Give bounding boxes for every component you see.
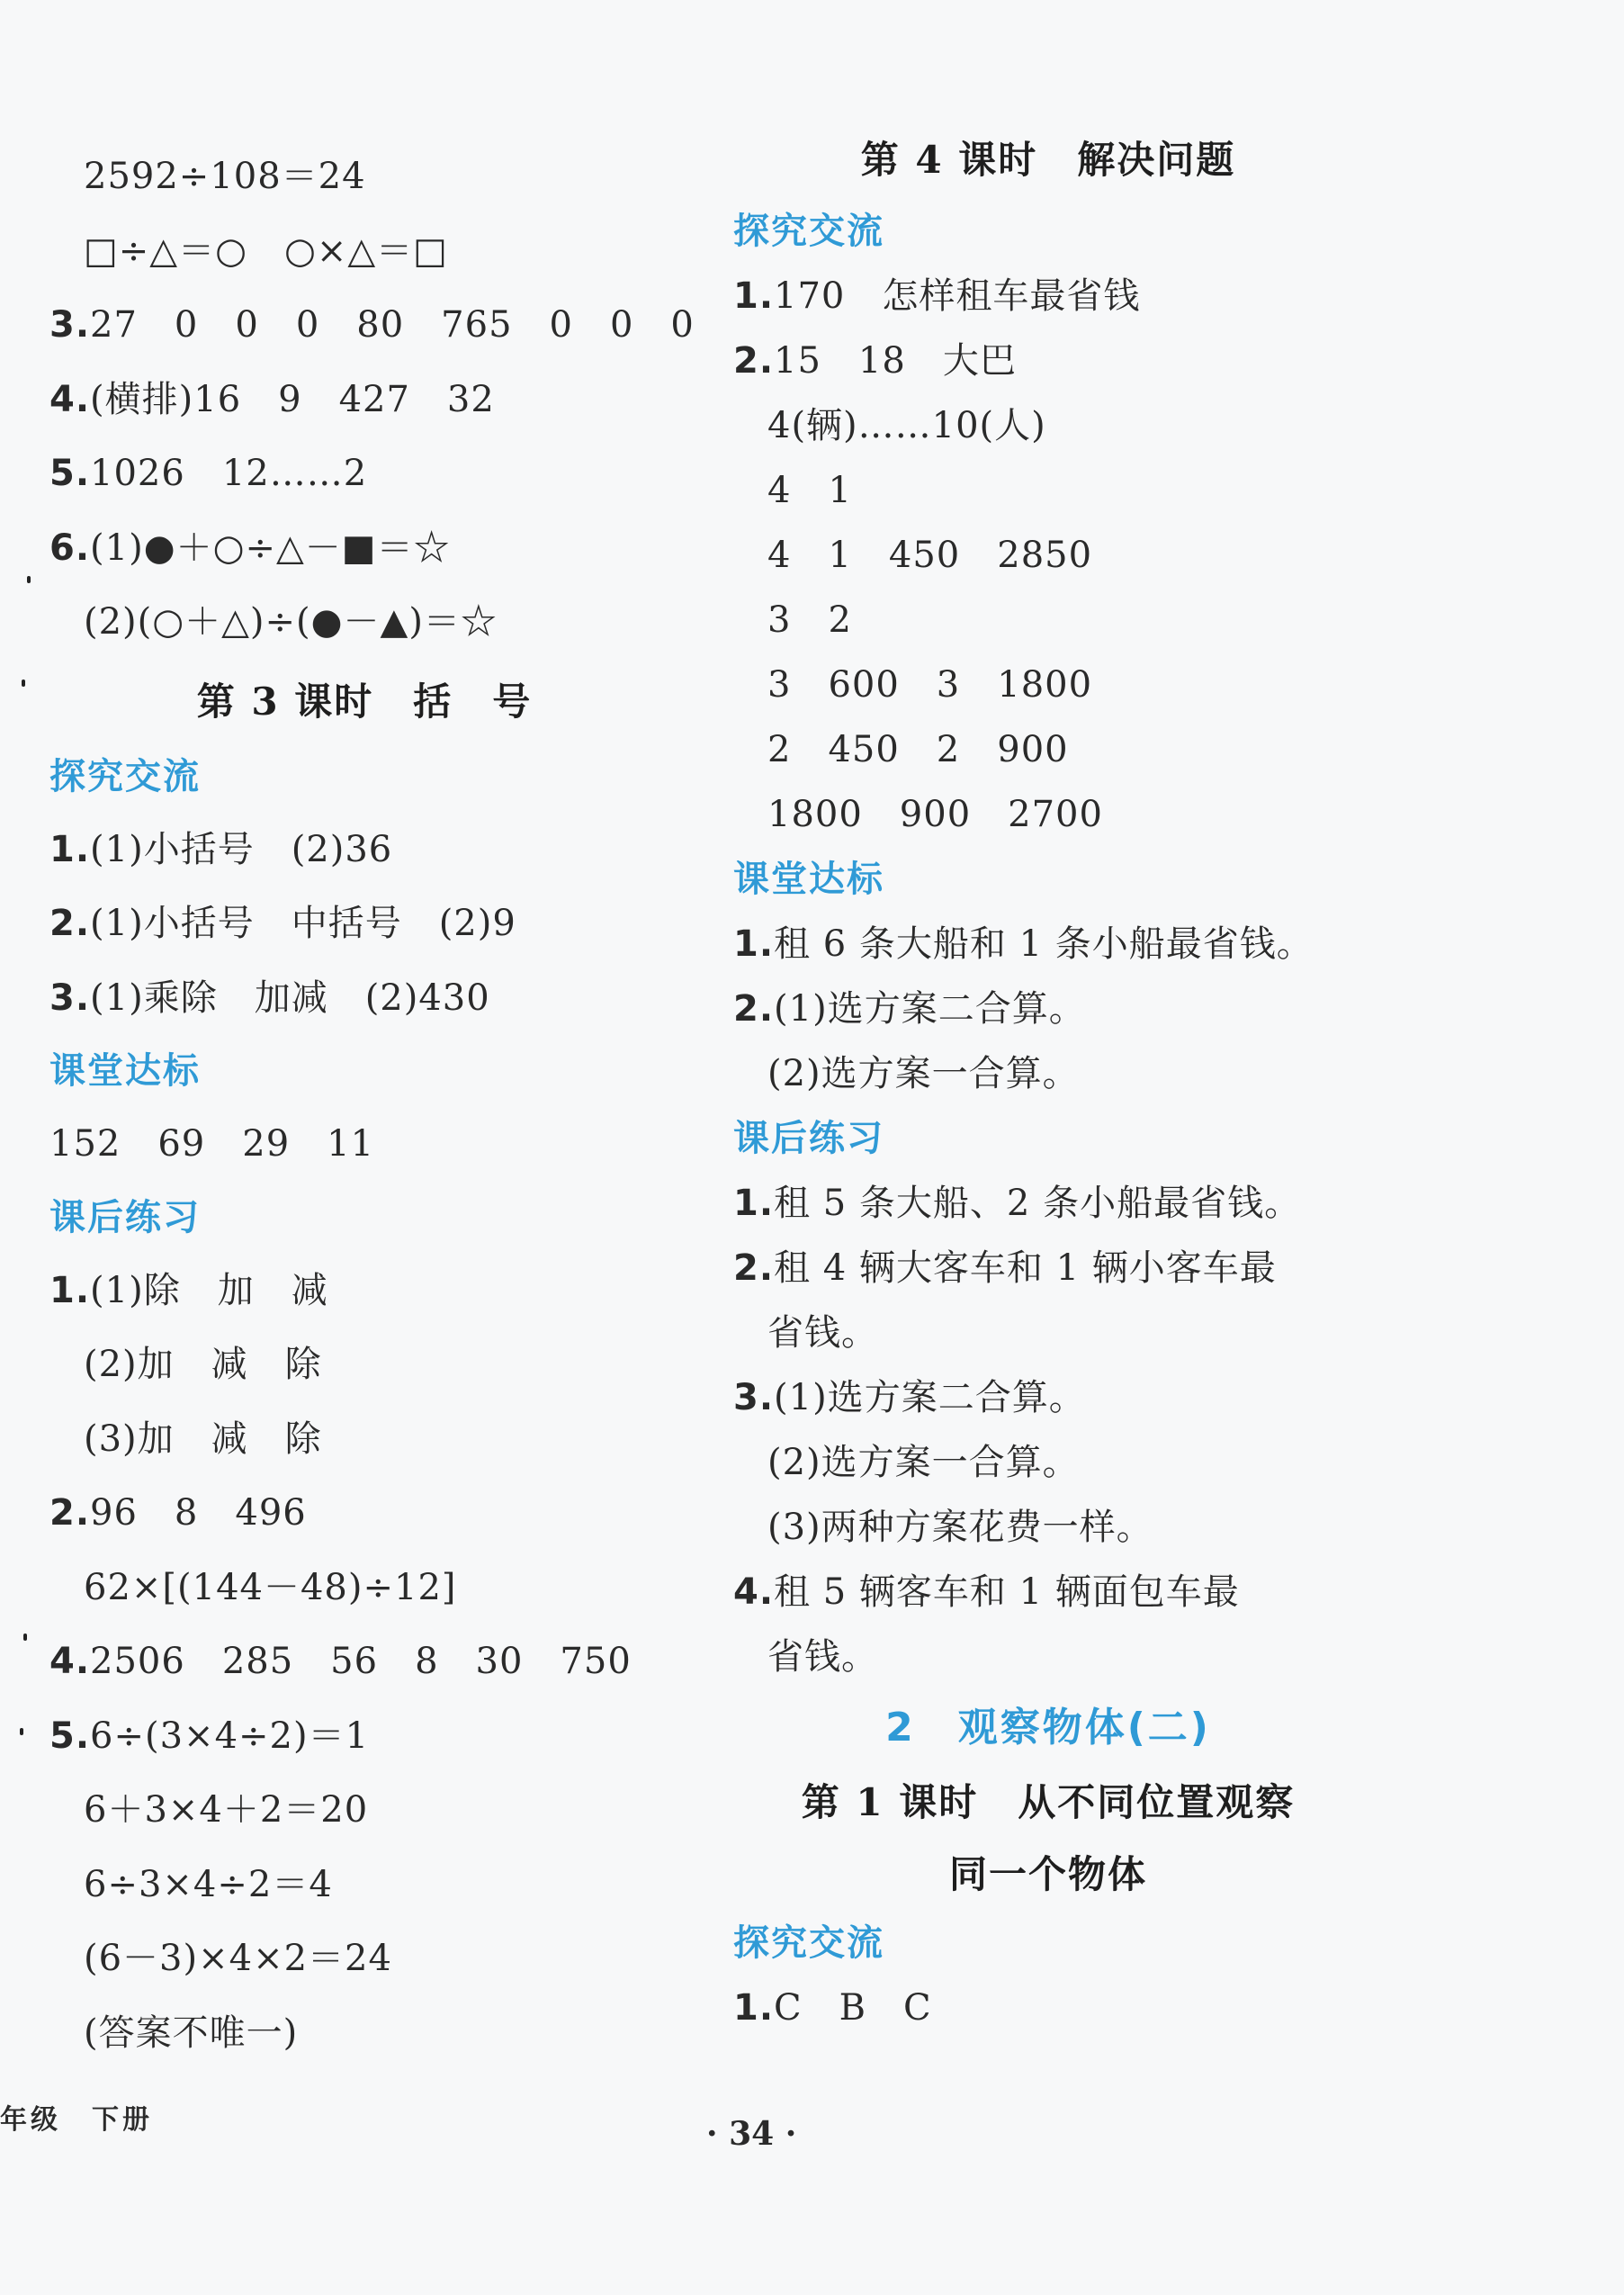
answer-line <box>733 1041 1363 1106</box>
answer-text: 2 450 2 900 <box>767 729 1069 770</box>
question-number: 2. <box>49 903 91 944</box>
answer-text: 6÷3×4÷2＝4 <box>84 1863 333 1905</box>
answer-text: 1800 900 2700 <box>767 794 1103 835</box>
question-number: 2. <box>49 1492 91 1534</box>
answer-line <box>49 585 679 660</box>
answer-line <box>49 886 679 961</box>
lesson-3-title: 第 3 课时 括 号 <box>196 679 533 724</box>
answer-line <box>733 458 1363 523</box>
answer-text: 2506 285 56 8 30 750 <box>90 1641 632 1682</box>
section-heading-kehou: 课后练习 <box>49 1196 201 1238</box>
answer-line <box>49 1699 679 1774</box>
answer-text: C B C <box>774 1987 932 2029</box>
answer-line <box>733 1171 1363 1236</box>
answer-text: 3 2 <box>767 599 852 641</box>
question-number: 1. <box>733 275 775 317</box>
answer-text: 1026 12……2 <box>90 453 368 494</box>
answer-text: (1)选方案二合算。 <box>774 1377 1086 1418</box>
scan-speck <box>27 576 31 583</box>
answer-line <box>49 288 695 363</box>
answer-line <box>49 961 679 1036</box>
answer-text: (6－3)×4×2＝24 <box>84 1938 392 1979</box>
question-number: 4. <box>49 1641 91 1682</box>
lesson-1-title: 第 1 课时 从不同位置观察 <box>801 1780 1296 1824</box>
question-number: 2. <box>733 988 775 1030</box>
answer-line <box>49 140 679 214</box>
answer-line <box>733 912 1363 976</box>
section-heading-tanjiu: 探究交流 <box>49 755 201 797</box>
section-heading-kehou: 课后练习 <box>733 1118 884 1159</box>
answer-line <box>49 1773 679 1848</box>
question-number: 3. <box>49 304 91 346</box>
section-heading-tanjiu: 探究交流 <box>733 211 884 252</box>
answer-line <box>733 1560 1363 1624</box>
question-number: 5. <box>49 1714 91 1757</box>
answer-line <box>49 1848 679 1922</box>
answer-text: 租 5 辆客车和 1 辆面包车最 <box>774 1571 1240 1613</box>
answer-text: (答案不唯一) <box>84 2012 299 2054</box>
answer-line <box>733 328 1363 393</box>
answer-text: 3 600 3 1800 <box>767 664 1093 706</box>
answer-text: (1)选方案二合算。 <box>774 988 1086 1030</box>
answer-text: 省钱。 <box>767 1312 878 1354</box>
answer-line <box>49 1402 679 1477</box>
answer-line <box>49 1922 679 1996</box>
answer-line <box>49 1254 679 1328</box>
question-number: 5. <box>49 453 91 494</box>
question-number: 1. <box>733 1987 775 2029</box>
page-number: · 34 · <box>706 2115 797 2153</box>
answer-text: 租 4 辆大客车和 1 辆小客车最 <box>774 1247 1277 1289</box>
right-column <box>733 138 1363 2040</box>
answer-line <box>733 1624 1363 1689</box>
answer-text: 27 0 0 0 80 765 0 0 0 <box>90 304 695 346</box>
answer-text: 租 6 条大船和 1 条小船最省钱。 <box>774 923 1314 965</box>
scan-speck <box>20 1728 23 1735</box>
answer-line <box>733 264 1363 328</box>
answer-text: 4 1 <box>767 470 852 511</box>
answer-line <box>733 1976 1363 2040</box>
unit-2-title: 2 观察物体(二) <box>885 1705 1211 1750</box>
answer-text: (3)两种方案花费一样。 <box>767 1507 1153 1548</box>
answer-line <box>733 1236 1363 1300</box>
answer-line <box>733 523 1363 588</box>
answer-text: 96 8 496 <box>90 1492 307 1534</box>
answer-line <box>49 1624 679 1699</box>
answer-text: (2)加 减 除 <box>84 1344 322 1385</box>
answer-line <box>49 436 679 511</box>
answer-text: (1)小括号 中括号 (2)9 <box>90 903 516 944</box>
question-number: 6. <box>49 526 91 569</box>
answer-text: 15 18 大巴 <box>774 340 1017 382</box>
question-number: 1. <box>733 923 775 965</box>
book-label: 年级 下册 <box>0 2104 153 2136</box>
answer-text: 省钱。 <box>767 1636 878 1678</box>
left-column <box>49 140 695 2070</box>
answer-line <box>733 1495 1363 1560</box>
answer-line <box>733 1365 1363 1430</box>
answer-line <box>733 976 1363 1041</box>
answer-line <box>733 1430 1363 1495</box>
section-heading-tanjiu: 探究交流 <box>733 1922 884 1964</box>
answer-line <box>733 588 1363 652</box>
answer-line <box>733 652 1363 717</box>
section-heading-ketang: 课堂达标 <box>49 1050 201 1092</box>
answer-line <box>733 717 1363 782</box>
answer-line <box>733 782 1363 847</box>
section-heading-ketang: 课堂达标 <box>733 859 884 900</box>
answer-line <box>733 393 1363 458</box>
question-number: 2. <box>733 340 775 382</box>
answer-line <box>49 511 679 586</box>
answer-text: (1)除 加 减 <box>90 1269 328 1311</box>
answer-text: (1)●＋○÷△－■＝☆ <box>90 526 451 569</box>
answer-text: 62×[(144－48)÷12] <box>84 1566 457 1608</box>
lesson-4-title: 第 4 课时 解决问题 <box>860 138 1236 182</box>
answer-text: 170 怎样租车最省钱 <box>774 275 1141 317</box>
question-number: 1. <box>49 828 91 870</box>
answer-text: 4 1 450 2850 <box>767 535 1093 576</box>
answer-text: (2)选方案一合算。 <box>767 1053 1080 1094</box>
answer-line <box>49 214 679 289</box>
answer-line <box>49 1551 679 1625</box>
question-number: 1. <box>49 1269 91 1311</box>
answer-line <box>49 813 679 887</box>
answer-text: (横排)16 9 427 32 <box>90 378 495 420</box>
answer-text: 6＋3×4＋2＝20 <box>84 1789 369 1831</box>
answer-text: 租 5 条大船、2 条小船最省钱。 <box>774 1183 1302 1224</box>
answer-text: (1)小括号 (2)36 <box>90 828 393 870</box>
question-number: 3. <box>49 976 91 1019</box>
answer-line <box>49 1476 679 1551</box>
answer-line <box>49 1996 679 2071</box>
lesson-1-subtitle: 同一个物体 <box>948 1852 1147 1896</box>
question-number: 4. <box>733 1571 775 1613</box>
scan-speck <box>23 1634 27 1641</box>
answer-text: (3)加 减 除 <box>84 1418 322 1460</box>
question-number: 3. <box>733 1377 775 1418</box>
answer-line <box>49 363 679 437</box>
answer-text: (1)乘除 加减 (2)430 <box>90 976 490 1019</box>
scan-speck <box>22 680 25 687</box>
question-number: 1. <box>733 1183 775 1224</box>
question-number: 2. <box>733 1247 775 1289</box>
ketang-answer: 152 69 29 11 <box>49 1123 375 1165</box>
answer-text: 2592÷108＝24 <box>84 156 366 197</box>
question-number: 4. <box>49 378 91 420</box>
answer-text: (2)(○＋△)÷(●－▲)＝☆ <box>84 601 498 643</box>
answer-text: 4(辆)……10(人) <box>767 405 1046 446</box>
answer-text: □÷△＝○ ○×△＝□ <box>84 230 448 272</box>
answer-text: 6÷(3×4÷2)＝1 <box>90 1714 370 1757</box>
answer-line <box>733 1300 1363 1365</box>
answer-line <box>49 1328 679 1402</box>
answer-text: (2)选方案一合算。 <box>767 1442 1080 1483</box>
